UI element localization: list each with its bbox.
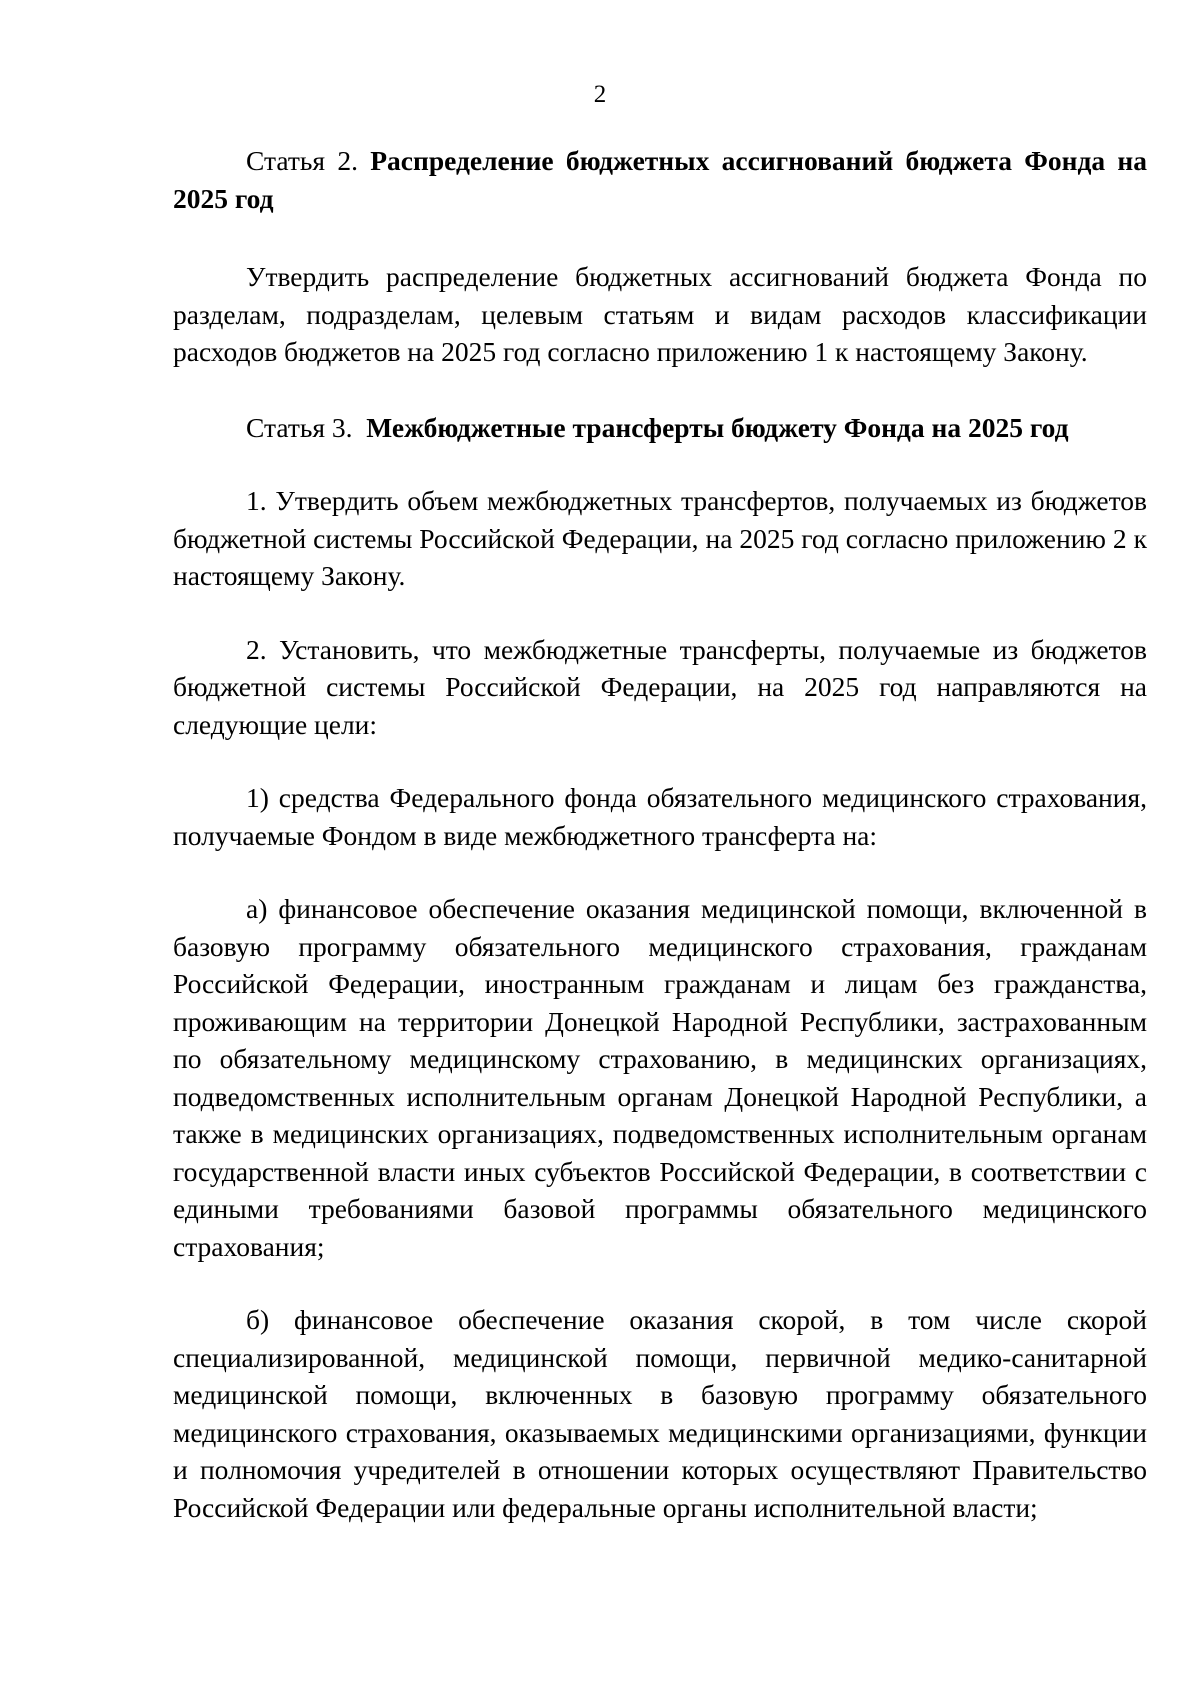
article-3-item-1: 1) средства Федерального фонда обязательного медицинского страхования, получаемые Фондом в виде межбюджетного трансферта на: (173, 782, 1147, 851)
document-body (173, 142, 1147, 1526)
article-2-heading (173, 142, 1147, 217)
article-3-label: Статья 3. (246, 411, 353, 443)
article-2-title: Распределение бюджетных ассигнований бюджета Фонда на 2025 год (173, 145, 1148, 214)
article-3-heading (173, 409, 1147, 447)
page-number: 2 (593, 81, 607, 108)
article-2-paragraph: Утвердить распределение бюджетных ассигнований бюджета Фонда по разделам, подразделам, целевым статьям и видам расходов классификации расходов бюджетов на 2025 год согласно приложению 1 к настоящему Закону. (173, 261, 1147, 367)
article-3-subitem-a: а) финансовое обеспечение оказания медицинской помощи, включенной в базовую программу обязательного медицинского страхования, гражданам Российской Федерации, иностранным гражданам и лицам без гражданства, проживающим на территории Донецкой Народной Республики, застрахованным по обязательному медицинскому страхованию, в медицинских организациях, подведомственных исполнительным органам Донецкой Народной Республики, а также в медицинских организациях, подведомственных исполнительным органам государственной власти иных субъектов Российской Федерации, в соответствии с едиными требованиями базовой программы обязательного медицинского страхования; (173, 893, 1147, 1262)
article-3-paragraph-2: 2. Установить, что межбюджетные трансферты, получаемые из бюджетов бюджетной системы Российской Федерации, на 2025 год направляются на следующие цели: (173, 633, 1147, 740)
article-3-paragraph-1: 1. Утвердить объем межбюджетных трансфертов, получаемых из бюджетов бюджетной системы Российской Федерации, на 2025 год согласно приложению 2 к настоящему Закону. (173, 485, 1147, 591)
article-2-label: Статья 2. (246, 145, 358, 176)
article-3-subitem-b: б) финансовое обеспечение оказания скорой, в том числе скорой специализированной, медицинской помощи, первичной медико-санитарной медицинской помощи, включенных в базовую программу обязательного медицинского страхования, оказываемых медицинскими организациями, функции и полномочия учредителей в отношении которых осуществляют Правительство Российской Федерации или федеральные органы исполнительной власти; (173, 1304, 1147, 1523)
article-3-title: Межбюджетные трансферты бюджету Фонда на 2025 год (366, 411, 1069, 443)
